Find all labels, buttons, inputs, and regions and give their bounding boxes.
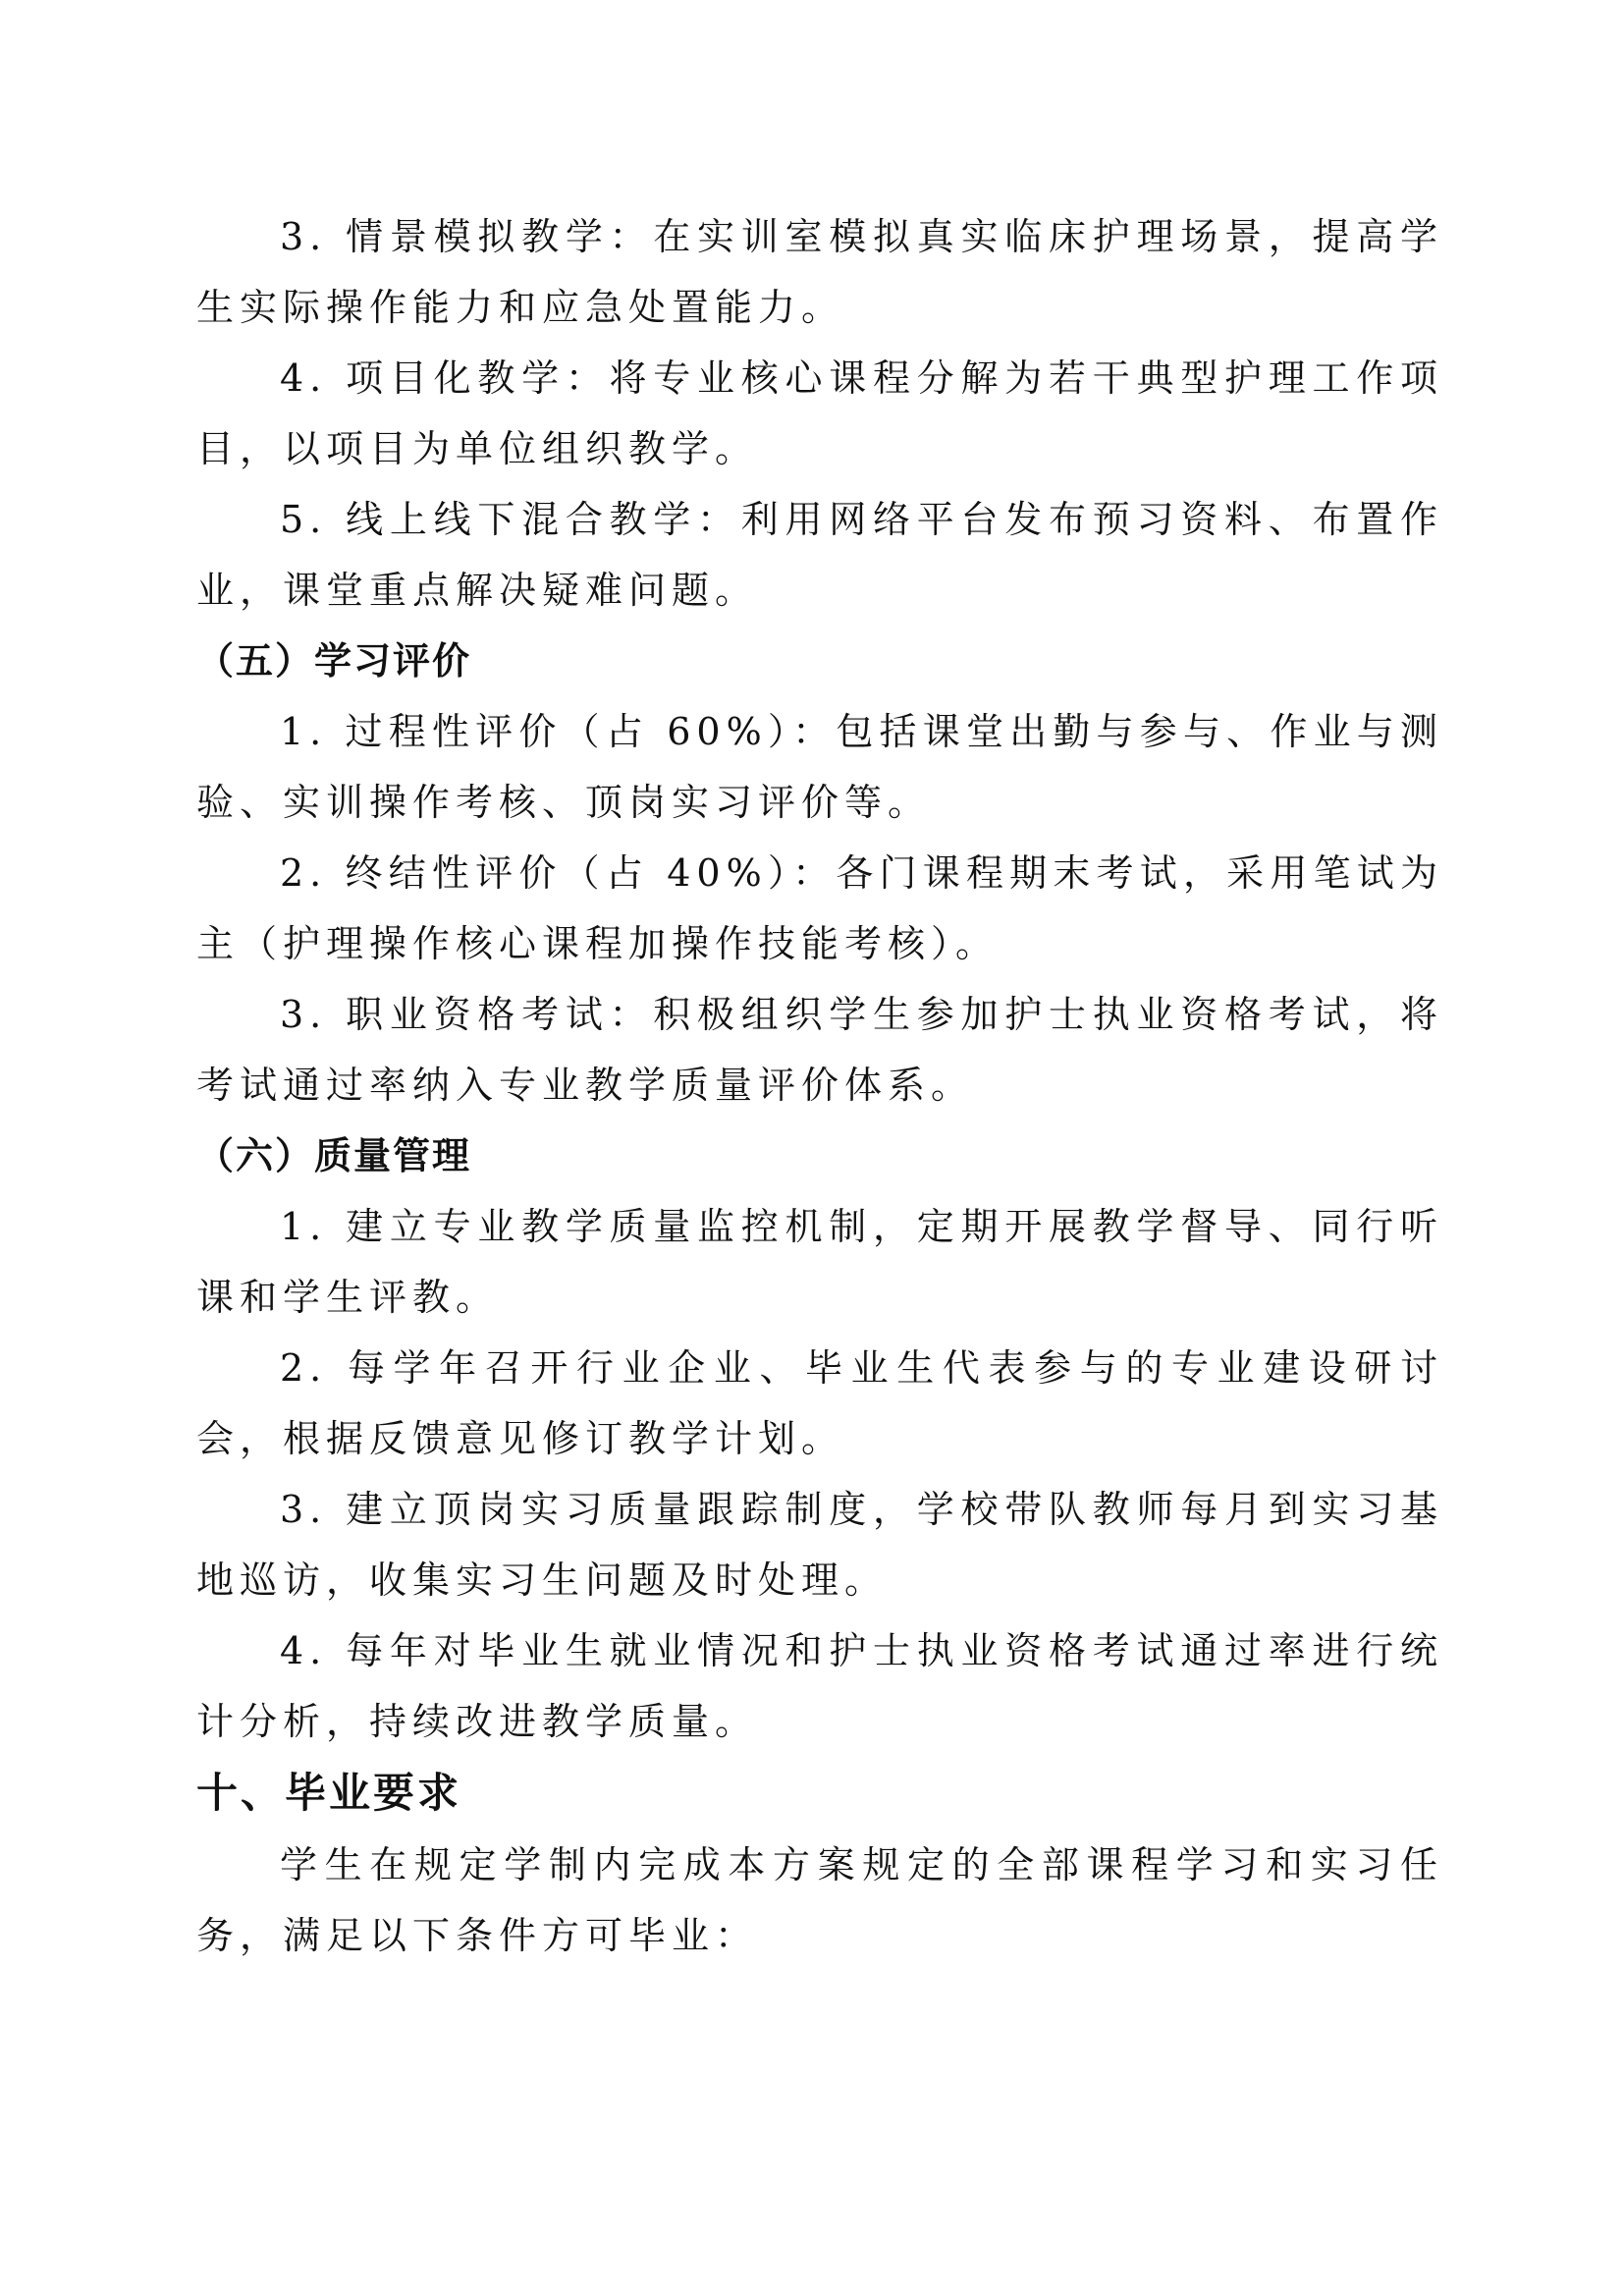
teaching-methods-list [196,201,1443,626]
list-item: 4. 项目化教学：将专业核心课程分解为若干典型护理工作项目，以项目为单位组织教学。 [196,356,1443,470]
list-item: 4. 每年对毕业生就业情况和护士执业资格考试通过率进行统计分析，持续改进教学质量。 [196,1629,1443,1743]
quality-management-list [196,1191,1443,1757]
quality-management-heading: （六）质量管理 [196,1134,472,1177]
list-item: 3. 建立顶岗实习质量跟踪制度，学校带队教师每月到实习基地巡访，收集实习生问题及时处理。 [196,1488,1443,1602]
graduation-requirements-heading: 十、毕业要求 [196,1769,462,1817]
list-item: 1. 建立专业教学质量监控机制，定期开展教学督导、同行听课和学生评教。 [196,1205,1443,1319]
list-item: 2. 每学年召开行业企业、毕业生代表参与的专业建设研讨会，根据反馈意见修订教学计划。 [196,1346,1443,1460]
list-item: 3. 职业资格考试：积极组织学生参加护士执业资格考试，将考试通过率纳入专业教学质量评价体系。 [196,993,1443,1107]
list-item: 1. 过程性评价（占 60%）：包括课堂出勤与参与、作业与测验、实训操作考核、顶岗实习评价等。 [196,710,1443,824]
list-item: 5. 线上线下混合教学：利用网络平台发布预习资料、布置作业，课堂重点解决疑难问题。 [196,498,1443,612]
list-item: 3. 情景模拟教学：在实训室模拟真实临床护理场景，提高学生实际操作能力和应急处置能力。 [196,215,1443,329]
graduation-requirements-intro: 学生在规定学制内完成本方案规定的全部课程学习和实习任务，满足以下条件方可毕业： [196,1843,1443,1957]
document-page [196,201,1443,1971]
learning-evaluation-list [196,696,1443,1121]
list-item: 2. 终结性评价（占 40%）：各门课程期末考试，采用笔试为主（护理操作核心课程加操作技能考核）。 [196,851,1443,965]
learning-evaluation-heading: （五）学习评价 [196,639,472,683]
